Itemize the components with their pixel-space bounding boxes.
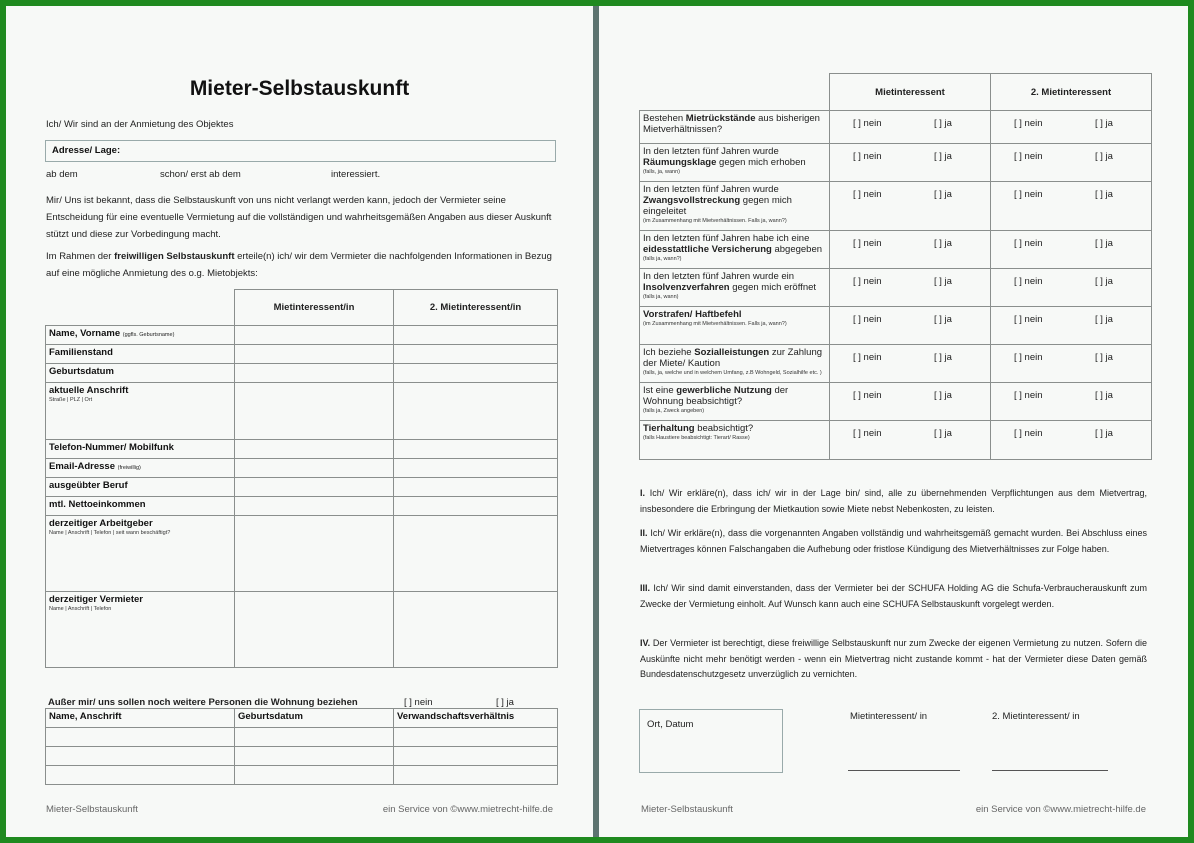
signature-line-tenant-2[interactable] xyxy=(992,770,1108,771)
row-label-text: Name, Vorname xyxy=(49,328,121,339)
option-nein-checkbox[interactable]: [ ] nein xyxy=(1014,238,1043,249)
question-text-end: der Wohnung beabsichtigt? xyxy=(643,385,789,407)
input-cell-tenant-2[interactable] xyxy=(394,497,558,516)
ab-dem-label: ab dem xyxy=(46,169,78,180)
question-label xyxy=(640,144,830,182)
table-row xyxy=(46,364,558,383)
declaration-number: III. xyxy=(640,583,651,593)
row-sub-note: Name | Anschrift | Telefon | seit wann beschäftigt? xyxy=(49,530,171,536)
option-ja-checkbox[interactable]: [ ] ja xyxy=(1095,276,1113,287)
answer-cell-tenant-1 xyxy=(830,231,991,269)
question-text-bold: Sozialleistungen xyxy=(694,347,770,358)
option-ja-checkbox[interactable]: [ ] ja xyxy=(934,352,952,363)
table-corner xyxy=(640,74,830,111)
table-row xyxy=(46,383,558,440)
question-row xyxy=(640,182,1152,231)
row-sub-note: Name | Anschrift | Telefon xyxy=(49,606,112,612)
paragraph-2-bold: freiwilligen Selbstauskunft xyxy=(114,251,235,262)
table-row xyxy=(46,459,558,478)
option-ja-checkbox[interactable]: [ ] ja xyxy=(1095,151,1113,162)
input-cell[interactable] xyxy=(394,747,558,766)
option-nein-checkbox[interactable]: [ ] nein xyxy=(853,428,882,439)
page-left xyxy=(6,6,593,837)
column-header-tenant-1: Mietinteressent/in xyxy=(235,290,394,326)
question-row xyxy=(640,269,1152,307)
option-nein-checkbox[interactable]: [ ] nein xyxy=(1014,276,1043,287)
input-cell-tenant-2[interactable] xyxy=(394,364,558,383)
table-header-row xyxy=(46,290,558,326)
option-ja-checkbox[interactable]: [ ] ja xyxy=(1095,118,1113,129)
question-note: (falls Haustiere beabsichtigt: Tierart/ Rasse) xyxy=(643,435,750,441)
row-note: (ggfls. Geburtsname) xyxy=(122,332,175,338)
address-label: Adresse/ Lage: xyxy=(52,145,121,156)
question-row xyxy=(640,144,1152,182)
input-cell[interactable] xyxy=(235,766,394,785)
question-text-start: In den letzten fünf Jahren habe ich eine xyxy=(643,233,810,244)
paragraph-1: Mir/ Uns ist bekannt, dass die Selbstauskunft von uns nicht verlangt werden kann, jedoch der Vermieter seine Entscheidung für eine eventuelle Vermietung auf die vollständigen und wahrheitsgemäßen Angaben aus dieser Auskunft stützt und diese zur Vorbedingung macht. xyxy=(46,195,552,240)
option-nein-checkbox[interactable]: [ ] nein xyxy=(853,118,882,129)
option-ja-checkbox[interactable]: [ ] ja xyxy=(1095,189,1113,200)
table-row xyxy=(46,747,558,766)
input-cell[interactable] xyxy=(46,747,235,766)
question-text-start: In den letzten fünf Jahren wurde ein xyxy=(643,271,795,282)
address-field[interactable] xyxy=(45,140,556,162)
input-cell-tenant-1[interactable] xyxy=(235,516,394,592)
declaration-text: Der Vermieter ist berechtigt, diese freiwillige Selbstauskunft nur zum Zwecke der eigenen Vermietung zu nutzen. Sofern die Auskünfte nicht mehr benötigt werden - wenn ein Mietvertrag nicht zustande kommt - hat der Vermieter diese Daten gemäß Bundesdatenschutzgesetz unverzüglich zu vernichten. xyxy=(640,638,1147,679)
row-label-text: Geburtsdatum xyxy=(49,366,114,377)
question-text-start: Ich beziehe xyxy=(643,347,695,358)
answer-cell-tenant-1 xyxy=(830,421,991,460)
table-row xyxy=(46,592,558,668)
paragraph-2 xyxy=(46,248,554,282)
other-persons-nein-checkbox[interactable]: [ ] nein xyxy=(404,697,433,708)
option-ja-checkbox[interactable]: [ ] ja xyxy=(1095,314,1113,325)
question-row xyxy=(640,111,1152,144)
declaration-text: Ich/ Wir sind damit einverstanden, dass der Vermieter bei der SCHUFA Holding AG die Schufa-Verbraucherauskunft zum Zwecke der Vermietung einholt. Auf Wunsch kann auch eine SCHUFA Selbstauskunft vorgelegt werden. xyxy=(640,583,1147,609)
option-nein-checkbox[interactable]: [ ] nein xyxy=(853,390,882,401)
question-label xyxy=(640,383,830,421)
row-label xyxy=(46,383,235,440)
table-row xyxy=(46,478,558,497)
row-label xyxy=(46,516,235,592)
question-note: (falls ja, wann?) xyxy=(643,256,682,262)
input-cell-tenant-1[interactable] xyxy=(235,364,394,383)
table-row xyxy=(46,326,558,345)
input-cell-tenant-2[interactable] xyxy=(394,478,558,497)
question-label xyxy=(640,231,830,269)
declaration-paragraph xyxy=(640,636,1147,683)
footer-right: ein Service von ©www.mietrecht-hilfe.de xyxy=(382,804,553,815)
question-note: (falls, ja, welche und in welchem Umfang, z.B Wohngeld, Sozialhilfe etc. ) xyxy=(643,370,822,376)
option-ja-checkbox[interactable]: [ ] ja xyxy=(934,118,952,129)
option-nein-checkbox[interactable]: [ ] nein xyxy=(1014,151,1043,162)
table-row xyxy=(46,497,558,516)
table-row xyxy=(46,440,558,459)
declaration-text: Ich/ Wir erkläre(n), dass die vorgenannten Angaben vollständig und wahrheitsgemäß gemacht wurden. Bei Abschluss eines Mietvertrages können Falschangaben die Aufhebung oder fristlose Kündigung des Mietverhältnisses zur Folge haben. xyxy=(640,528,1147,554)
question-note: (falls, ja, wann) xyxy=(643,169,680,175)
declaration-paragraph xyxy=(640,581,1147,612)
input-cell-tenant-2[interactable] xyxy=(394,592,558,668)
input-cell-tenant-1[interactable] xyxy=(235,440,394,459)
question-text-end: aus bisherigen Mietverhältnissen? xyxy=(643,113,820,135)
document-title: Mieter-Selbstauskunft xyxy=(189,77,410,100)
input-cell-tenant-2[interactable] xyxy=(394,326,558,345)
option-nein-checkbox[interactable]: [ ] nein xyxy=(853,189,882,200)
question-text-bold: Räumungsklage xyxy=(643,157,717,168)
input-cell-tenant-2[interactable] xyxy=(394,345,558,364)
input-cell[interactable] xyxy=(235,728,394,747)
questions-body xyxy=(640,111,1152,460)
answer-cell-tenant-2 xyxy=(991,144,1152,182)
row-label-text: derzeitiger Vermieter xyxy=(49,594,143,605)
footer-left: Mieter-Selbstauskunft xyxy=(641,804,733,815)
table-row xyxy=(46,516,558,592)
question-text-bold: Tierhaltung xyxy=(643,423,695,434)
input-cell[interactable] xyxy=(46,766,235,785)
answer-cell-tenant-2 xyxy=(991,345,1152,383)
input-cell-tenant-1[interactable] xyxy=(235,478,394,497)
question-row xyxy=(640,345,1152,383)
input-cell-tenant-1[interactable] xyxy=(235,497,394,516)
option-nein-checkbox[interactable]: [ ] nein xyxy=(1014,390,1043,401)
table-header-row xyxy=(640,74,1152,111)
question-text-bold: Vorstrafen/ Haftbefehl xyxy=(643,309,742,320)
question-row xyxy=(640,421,1152,460)
input-cell[interactable] xyxy=(394,766,558,785)
other-persons-question: Außer mir/ uns sollen noch weitere Personen die Wohnung beziehen xyxy=(48,697,358,708)
declaration-number: IV. xyxy=(640,638,651,648)
answer-cell-tenant-1 xyxy=(830,111,991,144)
question-text-start: Bestehen xyxy=(643,113,686,124)
question-text-start: In den letzten fünf Jahren wurde xyxy=(643,184,779,195)
tenant-info-table xyxy=(45,289,558,668)
row-sub-note: Straße | PLZ | Ort xyxy=(49,397,93,403)
row-label xyxy=(46,364,235,383)
answer-cell-tenant-2 xyxy=(991,111,1152,144)
option-ja-checkbox[interactable]: [ ] ja xyxy=(1095,238,1113,249)
other-persons-header xyxy=(46,709,558,728)
paragraph-2-end: erteile(n) ich/ wir dem Vermieter die nachfolgenden Informationen in Bezug auf eine mögliche Anmietung des o.g. Mietobjekts: xyxy=(46,251,552,279)
declaration-paragraph xyxy=(640,486,1147,517)
place-date-field[interactable] xyxy=(639,709,783,773)
input-cell-tenant-1[interactable] xyxy=(235,345,394,364)
option-ja-checkbox[interactable]: [ ] ja xyxy=(934,238,952,249)
row-label xyxy=(46,345,235,364)
option-ja-checkbox[interactable]: [ ] ja xyxy=(934,189,952,200)
question-text-end: gegen mich erhoben xyxy=(716,157,806,168)
question-row xyxy=(640,231,1152,269)
question-label xyxy=(640,269,830,307)
option-nein-checkbox[interactable]: [ ] nein xyxy=(853,151,882,162)
input-cell-tenant-1[interactable] xyxy=(235,459,394,478)
question-text-bold: gewerbliche Nutzung xyxy=(676,385,772,396)
row-label-text: Telefon-Nummer/ Mobilfunk xyxy=(49,442,174,453)
question-text-end: gegen mich eingeleitet xyxy=(643,195,792,217)
question-label xyxy=(640,307,830,345)
question-text-end: gegen mich eröffnet xyxy=(729,282,817,293)
question-text-start: Ist eine xyxy=(643,385,677,396)
input-cell-tenant-2[interactable] xyxy=(394,459,558,478)
column-header-tenant-2: 2. Mietinteressent/in xyxy=(394,290,558,326)
answer-cell-tenant-2 xyxy=(991,182,1152,231)
table-row xyxy=(46,345,558,364)
option-ja-checkbox[interactable]: [ ] ja xyxy=(934,276,952,287)
question-label xyxy=(640,345,830,383)
signature-line-tenant-1[interactable] xyxy=(848,770,960,771)
interessiert-label: interessiert. xyxy=(331,169,381,180)
declaration-number: II. xyxy=(640,528,648,538)
footer-right: ein Service von ©www.mietrecht-hilfe.de xyxy=(975,804,1146,815)
row-label-text: derzeitiger Arbeitgeber xyxy=(49,518,153,529)
row-label-text: Familienstand xyxy=(49,347,113,358)
input-cell-tenant-2[interactable] xyxy=(394,440,558,459)
row-label-text: Email-Adresse xyxy=(49,461,116,472)
row-label-text: mtl. Nettoeinkommen xyxy=(49,499,146,510)
row-label xyxy=(46,478,235,497)
column-header-tenant-2: 2. Mietinteressent xyxy=(991,74,1152,111)
question-text-bold: Insolvenzverfahren xyxy=(643,282,730,293)
input-cell-tenant-2[interactable] xyxy=(394,516,558,592)
option-nein-checkbox[interactable]: [ ] nein xyxy=(853,238,882,249)
signature-label-tenant-2: 2. Mietinteressent/ in xyxy=(992,711,1080,722)
input-cell-tenant-1[interactable] xyxy=(235,592,394,668)
answer-cell-tenant-2 xyxy=(991,269,1152,307)
option-ja-checkbox[interactable]: [ ] ja xyxy=(934,151,952,162)
column-header-tenant-1: Mietinteressent xyxy=(830,74,991,111)
option-nein-checkbox[interactable]: [ ] nein xyxy=(1014,428,1043,439)
question-label xyxy=(640,421,830,460)
input-cell[interactable] xyxy=(394,728,558,747)
answer-cell-tenant-2 xyxy=(991,383,1152,421)
table-row xyxy=(46,766,558,785)
question-label xyxy=(640,111,830,144)
table-corner xyxy=(46,290,235,326)
option-ja-checkbox[interactable]: [ ] ja xyxy=(934,314,952,325)
intro-text: Ich/ Wir sind an der Anmietung des Objektes xyxy=(46,119,234,130)
answer-cell-tenant-1 xyxy=(830,182,991,231)
question-note: (falls ja, wann) xyxy=(643,294,679,300)
column-header-relation: Verwandschaftsverhältnis xyxy=(394,709,558,728)
answer-cell-tenant-1 xyxy=(830,307,991,345)
input-cell-tenant-1[interactable] xyxy=(235,326,394,345)
other-persons-ja-checkbox[interactable]: [ ] ja xyxy=(496,697,514,708)
row-label xyxy=(46,459,235,478)
row-label xyxy=(46,497,235,516)
paragraph-2-start: Im Rahmen der xyxy=(46,251,115,262)
option-nein-checkbox[interactable]: [ ] nein xyxy=(1014,189,1043,200)
answer-cell-tenant-2 xyxy=(991,421,1152,460)
question-text-end: abgegeben xyxy=(771,244,823,255)
table-row xyxy=(46,728,558,747)
question-note: (im Zusammenhang mit Mietverhältnissen. Falls ja, wann?) xyxy=(643,321,787,327)
questions-table xyxy=(639,73,1152,460)
page-right xyxy=(599,6,1188,837)
answer-cell-tenant-1 xyxy=(830,144,991,182)
option-ja-checkbox[interactable]: [ ] ja xyxy=(1095,352,1113,363)
signature-label-tenant-1: Mietinteressent/ in xyxy=(850,711,928,722)
answer-cell-tenant-2 xyxy=(991,231,1152,269)
option-nein-checkbox[interactable]: [ ] nein xyxy=(1014,118,1043,129)
input-cell-tenant-1[interactable] xyxy=(235,383,394,440)
input-cell[interactable] xyxy=(235,747,394,766)
option-ja-checkbox[interactable]: [ ] ja xyxy=(1095,428,1113,439)
answer-cell-tenant-1 xyxy=(830,269,991,307)
answer-cell-tenant-2 xyxy=(991,307,1152,345)
answer-cell-tenant-1 xyxy=(830,345,991,383)
row-label-text: aktuelle Anschrift xyxy=(49,385,129,396)
question-text-bold: Mietrückstände xyxy=(685,113,756,124)
question-note: (falls ja, Zweck angeben) xyxy=(643,408,705,414)
row-label xyxy=(46,440,235,459)
input-cell-tenant-2[interactable] xyxy=(394,383,558,440)
option-ja-checkbox[interactable]: [ ] ja xyxy=(1095,390,1113,401)
option-nein-checkbox[interactable]: [ ] nein xyxy=(853,276,882,287)
place-date-label: Ort, Datum xyxy=(647,719,694,730)
question-text-bold: Zwangsvollstreckung xyxy=(643,195,741,206)
option-nein-checkbox[interactable]: [ ] nein xyxy=(1014,352,1043,363)
question-text-end: beabsichtigt? xyxy=(694,423,754,434)
declaration-paragraph xyxy=(640,526,1147,557)
question-text-end: zur Zahlung der Miete/ Kaution xyxy=(643,347,823,369)
row-label-text: ausgeübter Beruf xyxy=(49,480,128,491)
option-ja-checkbox[interactable]: [ ] ja xyxy=(934,428,952,439)
footer-left: Mieter-Selbstauskunft xyxy=(46,804,138,815)
other-persons-table xyxy=(45,708,558,785)
question-text-bold: eidesstattliche Versicherung xyxy=(643,244,772,255)
question-text-start: In den letzten fünf Jahren wurde xyxy=(643,146,779,157)
option-nein-checkbox[interactable]: [ ] nein xyxy=(1014,314,1043,325)
option-nein-checkbox[interactable]: [ ] nein xyxy=(853,314,882,325)
row-label xyxy=(46,592,235,668)
schon-ab-label: schon/ erst ab dem xyxy=(160,169,241,180)
row-note: (freiwillig) xyxy=(117,465,141,471)
input-cell[interactable] xyxy=(46,728,235,747)
column-header-birthdate: Geburtsdatum xyxy=(235,709,394,728)
option-nein-checkbox[interactable]: [ ] nein xyxy=(853,352,882,363)
declaration-text: Ich/ Wir erkläre(n), dass ich/ wir in der Lage bin/ sind, alle zu übernehmenden Verpflichtungen aus dem Mietvertrag, insbesondere die Erbringung der Mietkaution sowie Miete nebst Nebenkosten, zu leisten. xyxy=(640,488,1147,514)
question-label xyxy=(640,182,830,231)
answer-cell-tenant-1 xyxy=(830,383,991,421)
question-row xyxy=(640,383,1152,421)
question-row xyxy=(640,307,1152,345)
option-ja-checkbox[interactable]: [ ] ja xyxy=(934,390,952,401)
column-header-name: Name, Anschrift xyxy=(46,709,235,728)
question-note: (im Zusammenhang mit Mietverhältnissen. Falls ja, wann?) xyxy=(643,218,787,224)
row-label xyxy=(46,326,235,345)
declaration-number: I. xyxy=(640,488,646,498)
